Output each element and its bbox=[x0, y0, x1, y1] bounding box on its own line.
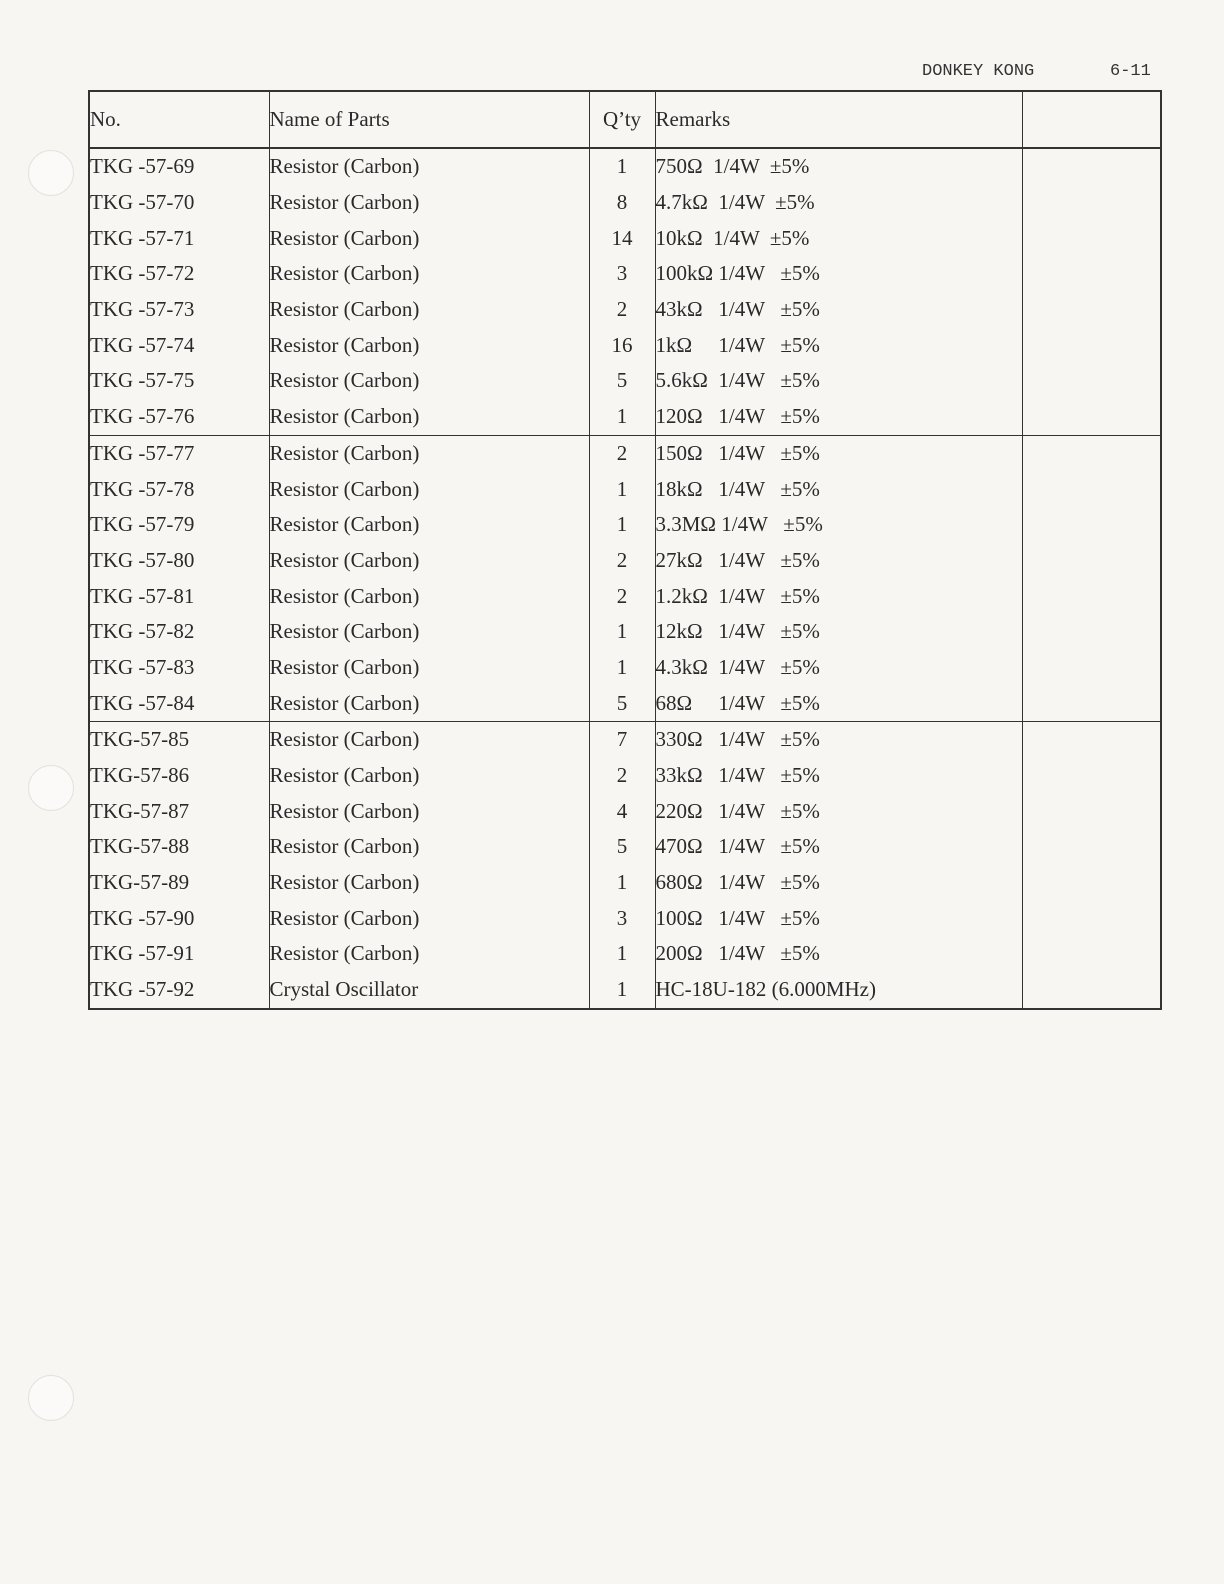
part-number: TKG -57-73 bbox=[89, 292, 269, 328]
blank-cell bbox=[1022, 148, 1161, 185]
part-remarks: 5.6kΩ 1/4W ±5% bbox=[655, 363, 1022, 399]
part-quantity: 1 bbox=[589, 650, 655, 686]
part-number: TKG -57-75 bbox=[89, 363, 269, 399]
table-row bbox=[89, 972, 1161, 1009]
part-number: TKG -57-80 bbox=[89, 543, 269, 579]
part-name: Resistor (Carbon) bbox=[269, 936, 589, 972]
part-number: TKG -57-83 bbox=[89, 650, 269, 686]
part-quantity: 14 bbox=[589, 220, 655, 256]
part-quantity: 5 bbox=[589, 685, 655, 721]
part-remarks: 750Ω 1/4W ±5% bbox=[655, 148, 1022, 185]
part-number: TKG -57-72 bbox=[89, 256, 269, 292]
part-remarks: 33kΩ 1/4W ±5% bbox=[655, 758, 1022, 794]
part-number: TKG -57-76 bbox=[89, 399, 269, 435]
part-name: Resistor (Carbon) bbox=[269, 829, 589, 865]
part-quantity: 4 bbox=[589, 793, 655, 829]
table-row bbox=[89, 829, 1161, 865]
blank-cell bbox=[1022, 363, 1161, 399]
part-quantity: 1 bbox=[589, 148, 655, 185]
part-quantity: 5 bbox=[589, 363, 655, 399]
part-name: Resistor (Carbon) bbox=[269, 578, 589, 614]
punch-hole bbox=[28, 150, 74, 196]
part-remarks: 10kΩ 1/4W ±5% bbox=[655, 220, 1022, 256]
blank-cell bbox=[1022, 900, 1161, 936]
part-quantity: 1 bbox=[589, 614, 655, 650]
part-remarks: 4.7kΩ 1/4W ±5% bbox=[655, 185, 1022, 221]
table-row bbox=[89, 185, 1161, 221]
blank-cell bbox=[1022, 650, 1161, 686]
part-number: TKG-57-89 bbox=[89, 865, 269, 901]
part-name: Resistor (Carbon) bbox=[269, 614, 589, 650]
part-quantity: 2 bbox=[589, 758, 655, 794]
table-row bbox=[89, 471, 1161, 507]
blank-cell bbox=[1022, 543, 1161, 579]
table-row bbox=[89, 685, 1161, 721]
part-remarks: 1kΩ 1/4W ±5% bbox=[655, 327, 1022, 363]
header-name-of-parts: Name of Parts bbox=[269, 91, 589, 148]
table-row bbox=[89, 650, 1161, 686]
part-name: Resistor (Carbon) bbox=[269, 685, 589, 721]
part-quantity: 3 bbox=[589, 256, 655, 292]
table-row bbox=[89, 614, 1161, 650]
blank-cell bbox=[1022, 471, 1161, 507]
part-number: TKG -57-78 bbox=[89, 471, 269, 507]
part-number: TKG-57-86 bbox=[89, 758, 269, 794]
table-row bbox=[89, 220, 1161, 256]
part-quantity: 1 bbox=[589, 936, 655, 972]
table-row bbox=[89, 758, 1161, 794]
part-number: TKG -57-79 bbox=[89, 507, 269, 543]
table-row bbox=[89, 399, 1161, 435]
blank-cell bbox=[1022, 722, 1161, 758]
table-row bbox=[89, 865, 1161, 901]
part-number: TKG -57-77 bbox=[89, 435, 269, 471]
blank-cell bbox=[1022, 793, 1161, 829]
part-quantity: 1 bbox=[589, 972, 655, 1009]
table-row bbox=[89, 435, 1161, 471]
table-row bbox=[89, 900, 1161, 936]
header-no: No. bbox=[89, 91, 269, 148]
part-remarks: 470Ω 1/4W ±5% bbox=[655, 829, 1022, 865]
part-name: Resistor (Carbon) bbox=[269, 327, 589, 363]
part-remarks: 68Ω 1/4W ±5% bbox=[655, 685, 1022, 721]
part-number: TKG -57-84 bbox=[89, 685, 269, 721]
blank-cell bbox=[1022, 399, 1161, 435]
part-name: Resistor (Carbon) bbox=[269, 256, 589, 292]
page-number: 6-11 bbox=[1110, 62, 1151, 81]
part-quantity: 2 bbox=[589, 578, 655, 614]
blank-cell bbox=[1022, 685, 1161, 721]
blank-cell bbox=[1022, 292, 1161, 328]
blank-cell bbox=[1022, 435, 1161, 471]
punch-hole bbox=[28, 1375, 74, 1421]
table-row bbox=[89, 327, 1161, 363]
part-name: Crystal Oscillator bbox=[269, 972, 589, 1009]
table-header-row bbox=[89, 91, 1161, 148]
table-row bbox=[89, 793, 1161, 829]
part-quantity: 8 bbox=[589, 185, 655, 221]
part-remarks: 120Ω 1/4W ±5% bbox=[655, 399, 1022, 435]
part-quantity: 1 bbox=[589, 507, 655, 543]
document-title: DONKEY KONG bbox=[922, 62, 1035, 81]
part-name: Resistor (Carbon) bbox=[269, 793, 589, 829]
table-row bbox=[89, 148, 1161, 185]
part-remarks: HC-18U-182 (6.000MHz) bbox=[655, 972, 1022, 1009]
blank-cell bbox=[1022, 185, 1161, 221]
part-name: Resistor (Carbon) bbox=[269, 399, 589, 435]
table-row bbox=[89, 543, 1161, 579]
table-row bbox=[89, 292, 1161, 328]
part-name: Resistor (Carbon) bbox=[269, 220, 589, 256]
part-name: Resistor (Carbon) bbox=[269, 758, 589, 794]
part-quantity: 1 bbox=[589, 399, 655, 435]
part-name: Resistor (Carbon) bbox=[269, 363, 589, 399]
part-name: Resistor (Carbon) bbox=[269, 292, 589, 328]
part-name: Resistor (Carbon) bbox=[269, 435, 589, 471]
part-number: TKG -57-71 bbox=[89, 220, 269, 256]
table-row bbox=[89, 507, 1161, 543]
part-remarks: 12kΩ 1/4W ±5% bbox=[655, 614, 1022, 650]
part-number: TKG -57-82 bbox=[89, 614, 269, 650]
part-number: TKG -57-91 bbox=[89, 936, 269, 972]
header-quantity: Q’ty bbox=[589, 91, 655, 148]
part-remarks: 100kΩ 1/4W ±5% bbox=[655, 256, 1022, 292]
part-remarks: 100Ω 1/4W ±5% bbox=[655, 900, 1022, 936]
part-remarks: 680Ω 1/4W ±5% bbox=[655, 865, 1022, 901]
blank-cell bbox=[1022, 758, 1161, 794]
blank-cell bbox=[1022, 507, 1161, 543]
part-name: Resistor (Carbon) bbox=[269, 471, 589, 507]
part-name: Resistor (Carbon) bbox=[269, 148, 589, 185]
blank-cell bbox=[1022, 936, 1161, 972]
punch-hole bbox=[28, 765, 74, 811]
blank-cell bbox=[1022, 578, 1161, 614]
part-name: Resistor (Carbon) bbox=[269, 543, 589, 579]
table-row bbox=[89, 936, 1161, 972]
part-remarks: 4.3kΩ 1/4W ±5% bbox=[655, 650, 1022, 686]
part-number: TKG -57-92 bbox=[89, 972, 269, 1009]
part-number: TKG-57-88 bbox=[89, 829, 269, 865]
blank-cell bbox=[1022, 614, 1161, 650]
part-remarks: 3.3MΩ 1/4W ±5% bbox=[655, 507, 1022, 543]
table-row bbox=[89, 363, 1161, 399]
parts-table bbox=[88, 90, 1162, 1010]
header-remarks: Remarks bbox=[655, 91, 1022, 148]
blank-cell bbox=[1022, 829, 1161, 865]
part-name: Resistor (Carbon) bbox=[269, 507, 589, 543]
part-remarks: 1.2kΩ 1/4W ±5% bbox=[655, 578, 1022, 614]
part-number: TKG -57-70 bbox=[89, 185, 269, 221]
table-row bbox=[89, 722, 1161, 758]
blank-cell bbox=[1022, 865, 1161, 901]
part-name: Resistor (Carbon) bbox=[269, 900, 589, 936]
part-name: Resistor (Carbon) bbox=[269, 865, 589, 901]
part-quantity: 3 bbox=[589, 900, 655, 936]
part-number: TKG -57-74 bbox=[89, 327, 269, 363]
blank-cell bbox=[1022, 972, 1161, 1009]
part-number: TKG -57-81 bbox=[89, 578, 269, 614]
part-number: TKG -57-90 bbox=[89, 900, 269, 936]
part-remarks: 150Ω 1/4W ±5% bbox=[655, 435, 1022, 471]
part-name: Resistor (Carbon) bbox=[269, 185, 589, 221]
part-quantity: 7 bbox=[589, 722, 655, 758]
part-quantity: 1 bbox=[589, 865, 655, 901]
blank-cell bbox=[1022, 220, 1161, 256]
part-quantity: 2 bbox=[589, 543, 655, 579]
part-name: Resistor (Carbon) bbox=[269, 650, 589, 686]
part-remarks: 330Ω 1/4W ±5% bbox=[655, 722, 1022, 758]
part-number: TKG -57-69 bbox=[89, 148, 269, 185]
header-blank bbox=[1022, 91, 1161, 148]
part-name: Resistor (Carbon) bbox=[269, 722, 589, 758]
part-quantity: 2 bbox=[589, 435, 655, 471]
part-remarks: 220Ω 1/4W ±5% bbox=[655, 793, 1022, 829]
part-remarks: 43kΩ 1/4W ±5% bbox=[655, 292, 1022, 328]
part-remarks: 18kΩ 1/4W ±5% bbox=[655, 471, 1022, 507]
part-quantity: 1 bbox=[589, 471, 655, 507]
table-row bbox=[89, 256, 1161, 292]
part-quantity: 5 bbox=[589, 829, 655, 865]
part-remarks: 27kΩ 1/4W ±5% bbox=[655, 543, 1022, 579]
part-quantity: 2 bbox=[589, 292, 655, 328]
table-row bbox=[89, 578, 1161, 614]
part-remarks: 200Ω 1/4W ±5% bbox=[655, 936, 1022, 972]
blank-cell bbox=[1022, 327, 1161, 363]
part-number: TKG-57-85 bbox=[89, 722, 269, 758]
blank-cell bbox=[1022, 256, 1161, 292]
part-quantity: 16 bbox=[589, 327, 655, 363]
part-number: TKG-57-87 bbox=[89, 793, 269, 829]
